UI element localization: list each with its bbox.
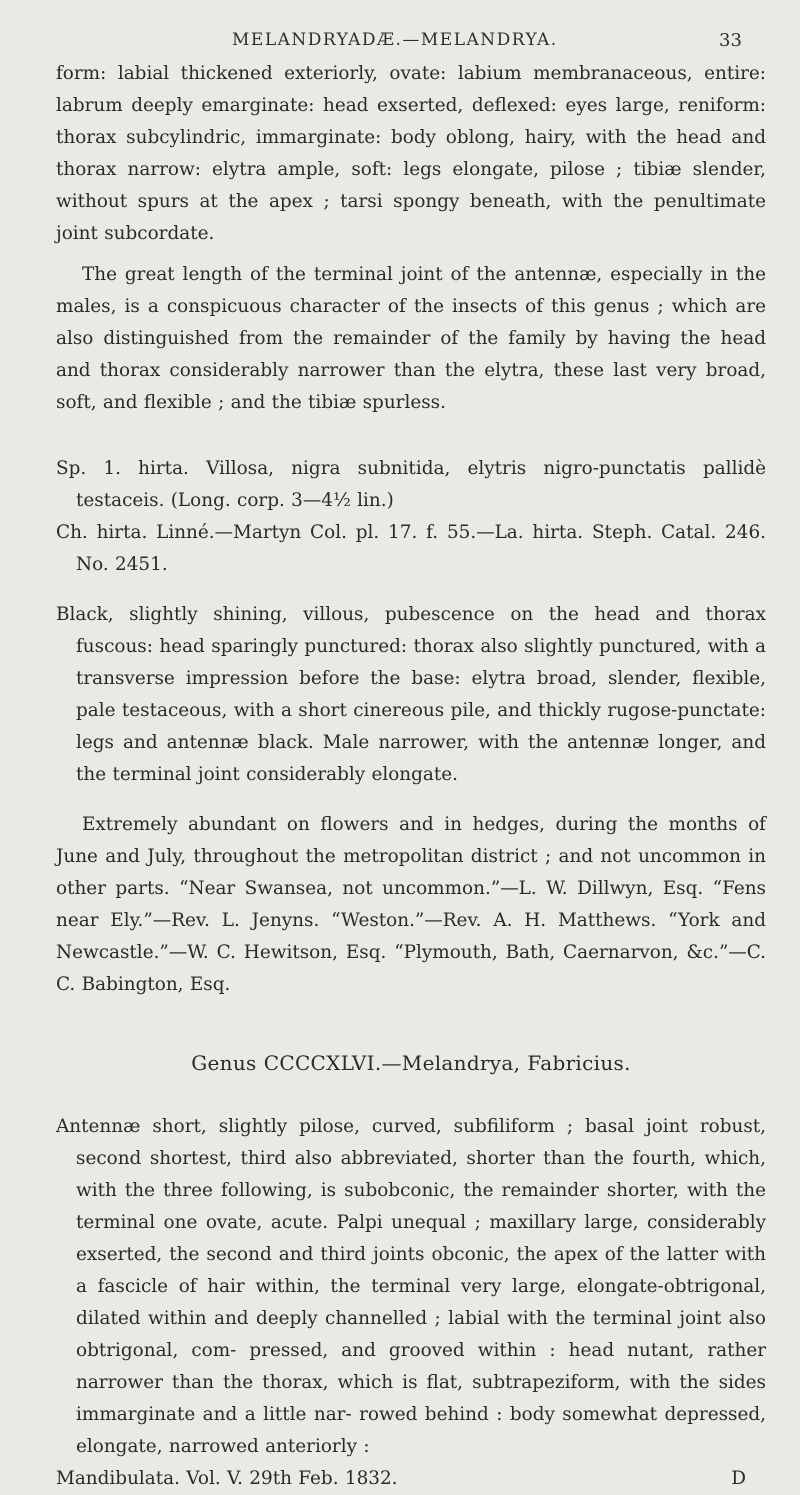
genus-heading: Genus CCCCXLVI.—Melandrya, Fabricius. xyxy=(191,1051,631,1075)
signature-mark: D xyxy=(731,1468,746,1489)
paragraph-genus-characters-continued: form: labial thickened exteriorly, ovate: labium membranaceous, entire: labrum deeply emarginate: head exserted, deflexed: eyes large, reniform: thorax subcylindric, immarginate: body oblong, hairy, with the head and thorax narrow: elytra ample, soft: legs elongate, pilose ; tibiæ slender, without spurs at the apex ; tarsi spongy beneath, with the penultimate joint subcordate. xyxy=(56,63,766,244)
footer-imprint: Mandibulata. Vol. V. 29th Feb. 1832. xyxy=(56,1468,398,1489)
species-habitat: Extremely abundant on flowers and in hedges, during the months of June and July, throughout the metropolitan district ; and not uncommon in other parts. “Near Swansea, not uncommon.”—L. W. Dillwyn, Esq. “Fens near Ely.”—Rev. L. Jenyns. “Weston.”—Rev. A. H. Matthews. “York and Newcastle.”—W. C. Hewitson, Esq. “Plymouth, Bath, Caernarvon, &c.”—C. C. Babington, Esq. xyxy=(56,814,766,995)
page-number: 33 xyxy=(719,30,742,51)
page-footer xyxy=(56,1463,766,1495)
species-description: Black, slightly shining, villous, pubescence on the head and thorax fuscous: head sparingly punctured: thorax also slightly punctured, with a transverse impression before the base: elytra broad, slender, flexible, pale testaceous, with a short cinereous pile, and thickly rugose-punctate: legs and antennæ black. Male narrower, with the antennæ longer, and the terminal joint considerably elongate. xyxy=(56,604,766,785)
running-head xyxy=(0,30,800,54)
genus-description: Antennæ short, slightly pilose, curved, subfiliform ; basal joint robust, second shortest, third also abbreviated, shorter than the fourth, which, with the three following, is subobconic, the remainder shorter, with the terminal one ovate, acute. Palpi unequal ; maxillary large, considerably exserted, the second and third joints obconic, the apex of the latter with a fascicle of hair within, the terminal very large, elongate-obtrigonal, dilated within and deeply channelled ; labial with the terminal joint also obtrigonal, com- pressed, and grooved within : head nutant, rather narrower than the thorax, which is flat, subtrapeziform, with the sides immarginate and a little nar- rowed behind : body somewhat depressed, elongate, narrowed anteriorly : xyxy=(56,1116,766,1457)
page-body xyxy=(56,58,766,1495)
running-title: MELANDRYADÆ.—MELANDRYA. xyxy=(232,30,558,50)
species-synonymy: Ch. hirta. Linné.—Martyn Col. pl. 17. f. 55.—La. hirta. Steph. Catal. 246. No. 2451. xyxy=(56,522,766,575)
paragraph-genus-remarks: The great length of the terminal joint of the antennæ, especially in the males, is a conspicuous character of the insects of this genus ; which are also distinguished from the remainder of the family by having the head and thorax considerably narrower than the elytra, these last very broad, soft, and flexible ; and the tibiæ spurless. xyxy=(56,264,766,413)
species-diagnosis: Sp. 1. hirta. Villosa, nigra subnitida, elytris nigro-punctatis pallidè testaceis. (Long. corp. 3—4½ lin.) xyxy=(56,458,766,511)
